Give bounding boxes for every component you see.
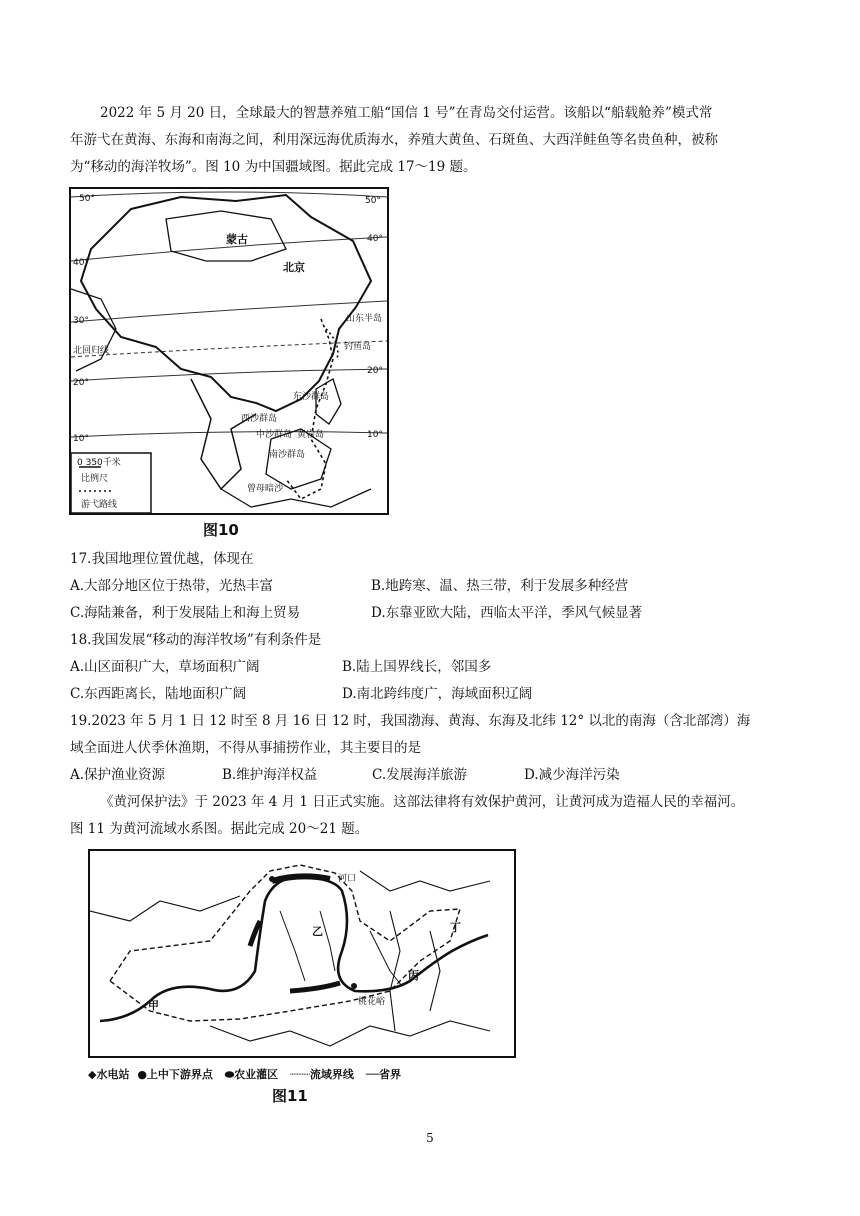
intro1-line3: 为“移动的海洋牧场”。图 10 为中国疆域图。据此完成 17～19 题。: [70, 159, 477, 175]
china-map-drawing: [71, 189, 387, 513]
q17-option-a: A.大部分地区位于热带，光热丰富: [70, 578, 274, 594]
q19-stem-line2: 域全面进人伏季休渔期，不得从事捕捞作业，其主要目的是: [70, 740, 421, 756]
lat-label-50-west: 50°: [79, 194, 95, 204]
legend-hydro: 水电站: [96, 1068, 130, 1081]
legend-scale-label: 比例尺: [81, 474, 109, 484]
place-mongolia: 蒙古: [226, 233, 248, 246]
intro2-line1: 《黄河保护法》于 2023 年 4 月 1 日正式实施。这部法律将有效保护黄河，让黄河成为造福人民的幸福河。: [100, 794, 745, 810]
legend-division: 上中下游界点: [146, 1068, 213, 1081]
place-dongsha: 东沙群岛: [293, 392, 330, 402]
china-territory-map: [69, 187, 389, 515]
q19-option-c: C.发展海洋旅游: [372, 767, 468, 783]
place-xisha: 西沙群岛: [241, 414, 278, 424]
label-yi: 乙: [312, 925, 323, 938]
q17-stem: 17.我国地理位置优越，体现在: [70, 551, 254, 567]
label-ding: 丁: [450, 921, 461, 934]
lat-label-10-west: 10°: [73, 434, 89, 444]
yellow-river-drawing: [90, 851, 514, 1056]
map1-caption: 图10: [203, 521, 239, 539]
label-jia: 甲: [148, 999, 159, 1012]
basin-line-icon: ┈┈┈: [290, 1068, 310, 1081]
label-bing: 丙: [408, 969, 419, 982]
legend-route: 游弋路线: [81, 500, 118, 510]
place-beijing: 北京: [283, 261, 305, 274]
q19-option-a: A.保护渔业资源: [70, 767, 166, 783]
lat-label-40-east: 40°: [367, 234, 383, 244]
province-line-icon: ──: [365, 1068, 379, 1081]
lat-label-10-east: 10°: [367, 430, 383, 440]
lat-label-20-east: 20°: [367, 366, 383, 376]
intro1-line1: 2022 年 5 月 20 日，全球最大的智慧养殖工船“国信 1 号”在青岛交付运营。该船以“船载舱养”模式常: [100, 105, 713, 121]
map2-legend: [88, 1066, 401, 1082]
q18-stem: 18.我国发展“移动的海洋牧场”有利条件是: [70, 632, 322, 648]
legend-province-line: 省界: [378, 1068, 401, 1081]
yellow-river-map: [88, 849, 516, 1058]
legend-irrigation: 农业灌区: [234, 1068, 279, 1081]
q18-option-c: C.东西距离长，陆地面积广阔: [70, 686, 247, 702]
q19-stem-line1: 19.2023 年 5 月 1 日 12 时至 8 月 16 日 12 时，我国渤海、黄海、东海及北纬 12° 以北的南海（含北部湾）海: [70, 713, 751, 729]
irrigation-zone-icon: ⬬: [224, 1068, 235, 1081]
lat-label-40-west: 40°: [73, 258, 89, 268]
place-huangyan: 黄岩岛: [297, 430, 325, 440]
intro2-line2: 图 11 为黄河流域水系图。据此完成 20～21 题。: [70, 821, 369, 837]
lat-label-50-east: 50°: [365, 196, 381, 206]
place-zhongsha: 中沙群岛: [256, 430, 293, 440]
q18-option-d: D.南北跨纬度广，海域面积辽阔: [342, 686, 533, 702]
map2-caption: 图11: [272, 1087, 308, 1105]
q18-option-a: A.山区面积广大，草场面积广阔: [70, 659, 260, 675]
q17-option-b: B.地跨寒、温、热三带，利于发展多种经营: [371, 578, 629, 594]
q19-option-b: B.维护海洋权益: [222, 767, 318, 783]
label-hekou: 河口: [338, 874, 357, 884]
place-diaoyu: 钓鱼岛: [344, 342, 372, 352]
lat-label-20-west: 20°: [73, 378, 89, 388]
intro1-line2: 年游弋在黄海、东海和南海之间，利用深远海优质海水，养殖大黄鱼、石斑鱼、大西洋鲑鱼等名贵鱼种，被称: [70, 132, 718, 148]
hydro-station-icon: ◆: [88, 1068, 97, 1081]
place-shandong: 山东半岛: [346, 314, 383, 324]
division-point-icon: ●: [137, 1068, 147, 1081]
label-taohuayu: 桃花峪: [358, 997, 386, 1007]
place-nansha: 南沙群岛: [269, 450, 306, 460]
q17-option-c: C.海陆兼备，利于发展陆上和海上贸易: [70, 605, 301, 621]
legend-basin-line: 流域界线: [309, 1068, 354, 1081]
place-zengmu: 曾母暗沙: [247, 484, 284, 494]
legend-scale: 0 350千米: [77, 458, 121, 468]
q18-option-b: B.陆上国界线长，邻国多: [342, 659, 492, 675]
lat-label-30: 30°: [73, 316, 89, 326]
tropic-of-cancer-label: 北回归线: [73, 346, 110, 356]
q17-option-d: D.东靠亚欧大陆，西临太平洋，季风气候显著: [371, 605, 643, 621]
page-number: 5: [426, 1131, 434, 1145]
q19-option-d: D.减少海洋污染: [524, 767, 620, 783]
